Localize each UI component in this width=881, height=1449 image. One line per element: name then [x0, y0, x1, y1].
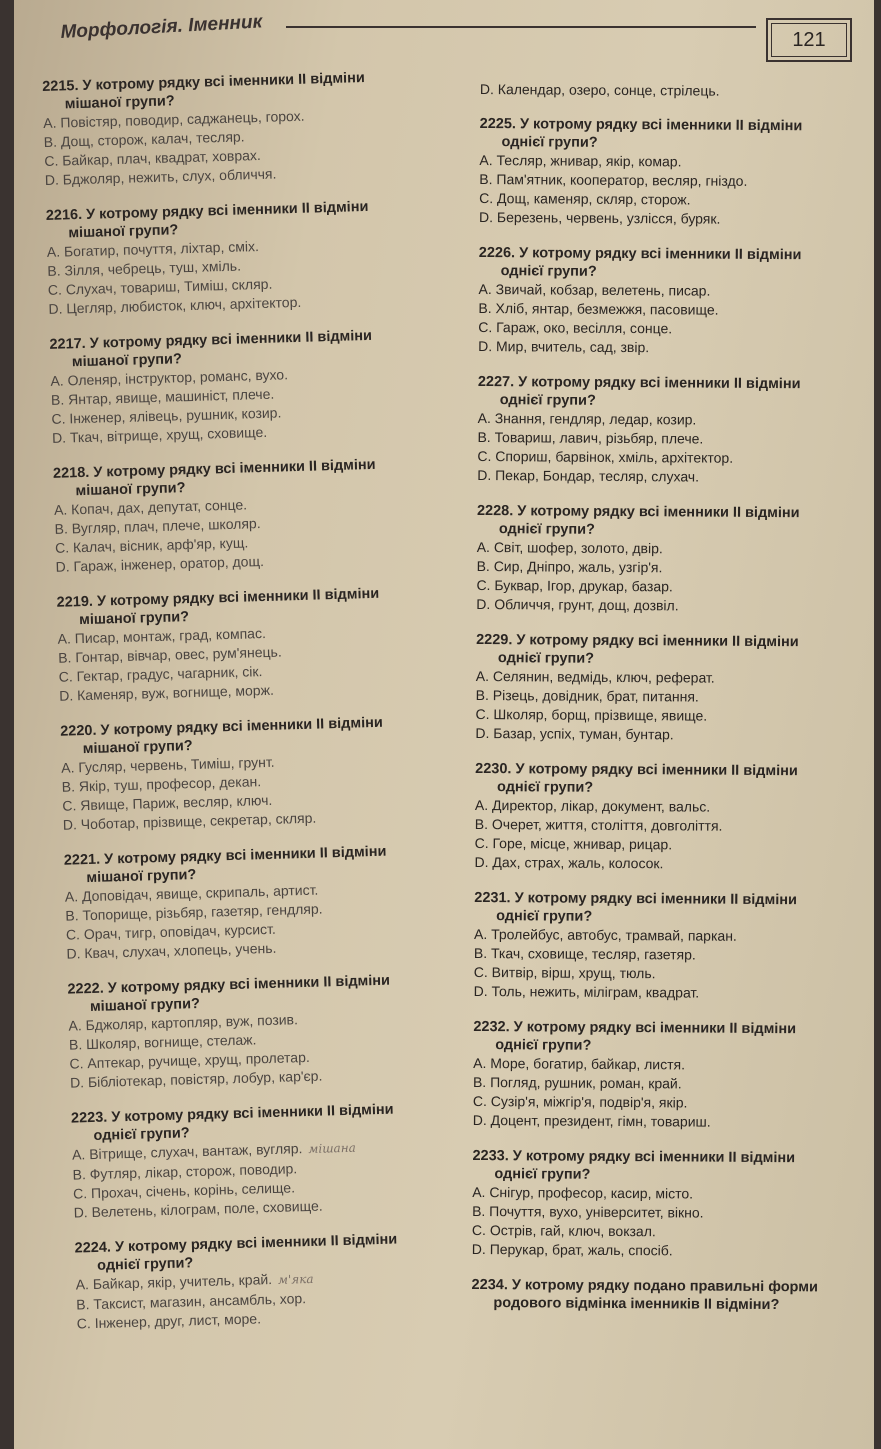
question-block	[479, 115, 870, 230]
question-block	[60, 711, 483, 835]
answer-option-text: D. Бджоляр, нежить, слух, обличчя.	[44, 165, 277, 188]
answer-option-text: D. Каменяр, вуж, вогнище, морж.	[59, 681, 275, 704]
question-title-line-2: однієї групи?	[495, 1037, 592, 1054]
question-title-line-2: родового відмінка іменників II відміни?	[493, 1295, 780, 1314]
question-title	[477, 502, 867, 541]
question-title-line-1: 2228. У котрому рядку всі іменники II відміни	[476, 502, 800, 522]
answer-option-text: C. Слухач, товариш, Тиміш, скляр.	[47, 275, 273, 298]
question-title-line-2: мішаної групи?	[86, 867, 197, 887]
answer-option	[474, 982, 864, 1004]
question-title-line-2: однієї групи?	[93, 1125, 190, 1144]
question-title	[472, 1147, 862, 1186]
question-title-line-1: 2219. У котрому рядку всі іменники II відміни	[56, 585, 380, 611]
question-title-line-1: 2216. У котрому рядку всі іменники II відміни	[45, 198, 369, 224]
question-title-line-2: мішаної групи?	[89, 995, 201, 1016]
answer-option-text: A. Повістяр, поводир, саджанець, горох.	[43, 107, 305, 131]
answer-option-text: C. Спориш, барвінок, хміль, архітектор.	[477, 447, 734, 466]
question-title-line-1: 2227. У котрому рядку всі іменники II відміни	[477, 373, 801, 393]
answer-option-text: B. Зілля, чебрець, туш, хміль.	[47, 257, 242, 279]
answer-option-text: D. Чоботар, прізвище, секретар, скляр.	[62, 809, 317, 833]
question-title-line-1: 2234. У котрому рядку подано правильні форми	[471, 1276, 818, 1296]
question-block	[42, 66, 465, 190]
answer-option-text: C. Витвір, вірш, хрущ, тюль.	[473, 963, 656, 982]
question-block	[474, 889, 865, 1004]
question-title-line-2: однієї групи?	[499, 392, 596, 409]
answer-option-text: B. Школяр, вогнище, стелаж.	[68, 1031, 257, 1053]
answer-option-text: B. Хліб, янтар, безмежжя, пасовище.	[478, 299, 719, 318]
question-title-line-1: 2222. У котрому рядку всі іменники II відміни	[67, 972, 391, 998]
answer-option-text: A. Звичай, кобзар, велетень, писар.	[478, 280, 711, 299]
handwritten-note: мішана	[308, 1140, 356, 1156]
question-title-line-1: 2226. У котрому рядку всі іменники II відміни	[478, 244, 802, 264]
answer-option	[477, 466, 867, 488]
answer-option-text: B. Погляд, рушник, роман, край.	[472, 1073, 682, 1092]
carryover-option: D. Календар, озеро, сонце, стрілець.	[479, 80, 720, 99]
question-title-line-1: 2233. У котрому рядку всі іменники II відміни	[472, 1147, 796, 1167]
answer-option-text: A. Тесляр, жнивар, якір, комар.	[479, 151, 682, 170]
answer-option-text: C. Інженер, друг, лист, море.	[76, 1310, 262, 1332]
page-number-box	[766, 18, 852, 62]
question-title-line-1: 2231. У котрому рядку всі іменники II відміни	[474, 889, 797, 909]
question-block	[472, 1147, 863, 1262]
answer-option-text: B. Таксист, магазин, ансамбль, хор.	[76, 1290, 307, 1313]
answer-option-text: A. Писар, монтаж, град, компас.	[57, 624, 267, 647]
answer-option-text: D. Пекар, Бондар, тесляр, слухач.	[477, 466, 700, 485]
answer-option-text: D. Перукар, брат, жаль, спосіб.	[471, 1240, 673, 1259]
answer-option-text: B. Гонтар, вівчар, овес, рум'янець.	[57, 643, 282, 666]
answer-option-text: D. Дах, страх, жаль, колосок.	[474, 853, 664, 872]
answer-option	[479, 208, 869, 230]
answer-option	[472, 1240, 862, 1262]
answer-option-text: D. Базар, успіх, туман, бунтар.	[475, 724, 674, 743]
answer-option-text: B. Топорище, різьбяр, газетяр, гендляр.	[65, 900, 323, 924]
answer-option-text: A. Світ, шофер, золото, двір.	[476, 538, 663, 557]
left-column	[42, 66, 497, 1350]
question-title-line-2: мішаної групи?	[78, 609, 190, 629]
question-block	[71, 1098, 494, 1223]
answer-option	[473, 1111, 863, 1133]
answer-option	[476, 595, 866, 617]
question-block	[56, 582, 479, 706]
answer-option-text: D. Березень, червень, узлісся, буряк.	[478, 208, 721, 227]
answer-option-text: C. Інженер, ялівець, рушник, козир.	[51, 404, 282, 427]
question-title-line-1: 2229. У котрому рядку всі іменники II відміни	[476, 631, 799, 651]
answer-option-text: B. Вугляр, плач, плече, школяр.	[54, 515, 261, 537]
answer-option-text: A. Доповідач, явище, скрипаль, артист.	[64, 881, 319, 905]
page-number: 121	[792, 28, 826, 51]
textbook-page	[14, 0, 874, 1449]
answer-option-text: D. Толь, нежить, міліграм, квадрат.	[473, 982, 700, 1001]
answer-option-text: A. Тролейбус, автобус, трамвай, паркан.	[473, 925, 737, 944]
answer-option-text: A. Байкар, якір, учитель, край.	[75, 1271, 273, 1293]
answer-option-text: C. Калач, вісник, арф'яр, кущ.	[54, 534, 249, 556]
answer-option-text: A. Снігур, професор, касир, місто.	[472, 1183, 694, 1202]
right-column	[471, 80, 870, 1332]
question-title-line-1: 2230. У котрому рядку всі іменники II відміни	[475, 760, 798, 780]
question-title-line-2: мішаної групи?	[71, 351, 183, 371]
answer-option-text: B. Янтар, явище, машиніст, плече.	[50, 385, 275, 408]
question-title	[478, 373, 868, 412]
question-title	[473, 1018, 863, 1057]
question-title	[471, 1276, 861, 1315]
question-title-line-1: 2215. У котрому рядку всі іменники II відміни	[42, 69, 365, 95]
header-rule	[286, 26, 756, 28]
answer-option-text: A. Селянин, ведмідь, ключ, реферат.	[475, 667, 715, 686]
page-header-title: Морфологія. Іменник	[60, 11, 263, 43]
question-title-line-1: 2218. У котрому рядку всі іменники II відміни	[52, 456, 376, 482]
answer-option-text: C. Сузір'я, міжгір'я, подвір'я, якір.	[472, 1092, 688, 1111]
answer-option	[474, 853, 864, 875]
answer-option-text: C. Явище, Париж, весляр, ключ.	[62, 791, 273, 814]
answer-option-text: C. Орач, тигр, оповідач, курсист.	[65, 920, 277, 943]
answer-option-text: A. Директор, лікар, документ, вальс.	[474, 796, 711, 815]
answer-option-text: B. Якір, туш, професор, декан.	[61, 773, 262, 795]
question-title	[480, 115, 870, 154]
question-block	[476, 502, 867, 617]
question-title	[475, 760, 865, 799]
question-block	[74, 1228, 496, 1334]
question-title-line-2: однієї групи?	[497, 650, 595, 667]
answer-option-text: B. Дощ, сторож, калач, тесляр.	[43, 128, 245, 150]
question-block	[64, 840, 487, 964]
question-title-line-2: мішаної групи?	[64, 93, 175, 113]
answer-option-text: B. Почуття, вухо, університет, вікно.	[472, 1202, 704, 1221]
answer-option-text: C. Гараж, око, весілля, сонце.	[478, 318, 673, 337]
answer-option-text: A. Оленяр, інструктор, романс, вухо.	[50, 366, 289, 389]
question-title-line-1: 2224. У котрому рядку всі іменники II відміни	[74, 1231, 398, 1257]
answer-option-text: B. Пам'ятник, кооператор, весляр, гніздо.	[479, 170, 748, 189]
question-title-line-2: однієї групи?	[494, 1166, 591, 1183]
question-block	[478, 244, 869, 359]
answer-option-text: C. Горе, місце, жнивар, рицар.	[474, 834, 673, 853]
question-block	[67, 969, 490, 1093]
question-title-line-2: однієї групи?	[498, 521, 595, 538]
answer-option	[478, 337, 868, 359]
question-title-line-2: однієї групи?	[501, 134, 598, 151]
answer-option-text: C. Школяр, борщ, прізвище, явище.	[475, 705, 708, 724]
answer-option-text: B. Ткач, сховище, тесляр, газетяр.	[473, 944, 696, 963]
question-title-line-1: 2217. У котрому рядку всі іменники II відміни	[49, 327, 373, 353]
answer-option-text: C. Дощ, каменяр, скляр, сторож.	[479, 189, 691, 208]
answer-option-text: B. Різець, довідник, брат, питання.	[475, 686, 699, 705]
answer-option-text: C. Буквар, Ігор, друкар, базар.	[476, 576, 673, 595]
question-title-line-2: однієї групи?	[500, 263, 597, 280]
question-title-line-2: однієї групи?	[96, 1255, 194, 1274]
question-title	[476, 631, 866, 670]
answer-option-text: D. Квач, слухач, хлопець, учень.	[66, 939, 277, 962]
answer-option-text: B. Товариш, лавич, різьбяр, плече.	[477, 428, 704, 447]
answer-option-text: A. Бджоляр, картопляр, вуж, позив.	[68, 1011, 299, 1034]
answer-option-text: C. Острів, гай, ключ, вокзал.	[471, 1221, 656, 1240]
question-title-line-2: однієї групи?	[496, 908, 593, 925]
question-title-line-2: однієї групи?	[497, 779, 594, 796]
answer-option-text: D. Обличчя, грунт, дощ, дозвіл.	[476, 595, 679, 614]
question-title	[479, 244, 869, 283]
question-title-line-1: 2225. У котрому рядку всі іменники II відміни	[479, 115, 803, 135]
answer-option-text: B. Футляр, лікар, сторож, поводир.	[72, 1160, 298, 1183]
handwritten-note: м'яка	[277, 1271, 314, 1287]
question-block	[49, 324, 472, 448]
question-block	[53, 453, 476, 577]
question-block	[474, 760, 865, 875]
question-title-line-2: мішаної групи?	[75, 480, 186, 500]
answer-option	[475, 724, 865, 746]
answer-option-text: D. Доцент, президент, гімн, товариш.	[472, 1111, 711, 1130]
question-block	[473, 1018, 864, 1133]
question-title-line-1: 2221. У котрому рядку всі іменники II відміни	[63, 843, 387, 869]
answer-option-text: A. Копач, дах, депутат, сонце.	[53, 496, 248, 518]
answer-option-text: D. Мир, вчитель, сад, звір.	[478, 337, 650, 356]
question-block	[46, 195, 469, 319]
answer-option-text: C. Аптекар, ручище, хрущ, пролетар.	[69, 1048, 310, 1072]
question-title-line-2: мішаної групи?	[68, 222, 179, 242]
question-block	[477, 373, 868, 488]
answer-option-text: B. Сир, Дніпро, жаль, узгір'я.	[476, 557, 663, 576]
answer-option-text: C. Прохач, січень, корінь, селище.	[72, 1179, 296, 1202]
answer-option-text: D. Ткач, вітрище, хрущ, сховище.	[51, 423, 268, 446]
answer-option-text: B. Очерет, життя, століття, довголіття.	[474, 815, 723, 834]
question-title	[474, 889, 864, 928]
answer-option-text: A. Знання, гендляр, ледар, козир.	[477, 409, 697, 428]
question-block	[475, 631, 866, 746]
answer-option-text: D. Цегляр, любисток, ключ, архітектор.	[48, 293, 302, 317]
question-title-line-1: 2232. У котрому рядку всі іменники II відміни	[473, 1018, 797, 1038]
answer-option-text: C. Гектар, градус, чагарник, сік.	[58, 663, 263, 685]
question-block	[471, 1276, 861, 1315]
question-title-line-1: 2220. У котрому рядку всі іменники II відміни	[60, 714, 383, 740]
question-title-line-1: 2223. У котрому рядку всі іменники II відміни	[70, 1101, 394, 1127]
question-title-line-2: мішаної групи?	[82, 738, 193, 758]
answer-option-text: A. Вітрище, слухач, вантаж, вугляр.	[71, 1140, 303, 1163]
answer-option-text: D. Бібліотекар, повістяр, лобур, кар'єр.	[69, 1067, 323, 1091]
answer-option-text: A. Богатир, почуття, ліхтар, сміх.	[46, 238, 260, 260]
answer-option-text: A. Гусляр, червень, Тиміш, грунт.	[61, 753, 275, 776]
answer-option-text: C. Байкар, плач, квадрат, ховрах.	[44, 146, 262, 169]
answer-option-text: A. Море, богатир, байкар, листя.	[473, 1054, 686, 1073]
answer-option-text: D. Велетень, кілограм, поле, сховище.	[73, 1197, 323, 1221]
answer-option-text: D. Гараж, інженер, оратор, дощ.	[55, 552, 265, 575]
